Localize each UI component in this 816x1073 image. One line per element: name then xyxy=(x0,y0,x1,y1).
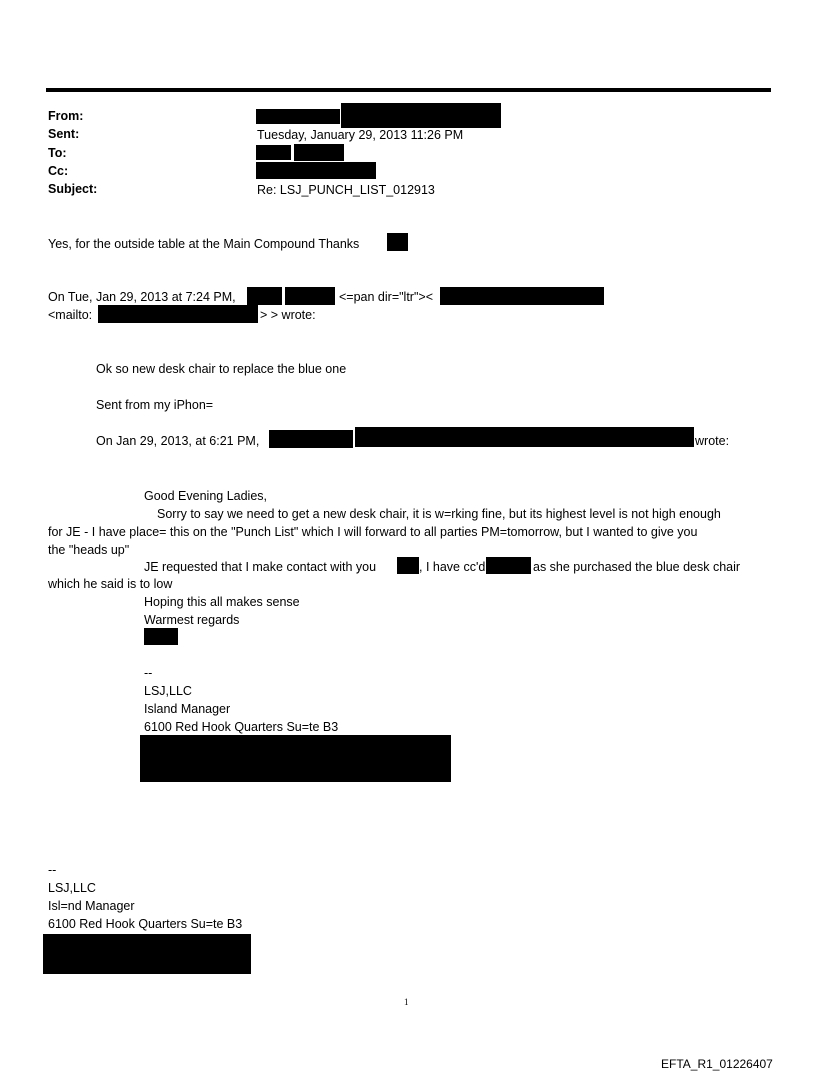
closing-regards: Warmest regards xyxy=(144,613,240,627)
paragraph2-line1-end: as she purchased the blue desk chair xyxy=(533,560,741,574)
subject-label: Subject: xyxy=(48,182,98,196)
sent-value: Tuesday, January 29, 2013 11:26 PM xyxy=(257,128,464,142)
quote1-line2-end: > > wrote: xyxy=(260,308,316,322)
page-number: 1 xyxy=(404,997,409,1007)
paragraph2-line1-start: JE requested that I make contact with you xyxy=(144,560,377,574)
quote1-line2-start: <mailto: xyxy=(48,308,93,322)
quote1-redaction-1 xyxy=(247,287,282,305)
quote1-line1-mid: <=pan dir="ltr">< xyxy=(339,290,434,304)
sig1-dash: -- xyxy=(144,666,153,680)
from-redaction-2 xyxy=(341,103,501,128)
to-label: To: xyxy=(48,146,67,160)
quote2-redaction-2 xyxy=(355,427,694,447)
reply-line: Yes, for the outside table at the Main Compound Thanks xyxy=(48,237,360,251)
reply-signature-redaction xyxy=(387,233,408,251)
greeting: Good Evening Ladies, xyxy=(144,489,268,503)
sig1-company: LSJ,LLC xyxy=(144,684,192,698)
cc-redaction xyxy=(256,162,376,179)
sig1-contact-redaction xyxy=(140,735,451,782)
subject-value: Re: LSJ_PUNCH_LIST_012913 xyxy=(257,183,435,197)
quote1-line1-start: On Tue, Jan 29, 2013 at 7:24 PM, xyxy=(48,290,236,304)
from-redaction-1 xyxy=(256,109,340,124)
to-redaction-2 xyxy=(294,144,344,161)
header-rule xyxy=(46,88,771,92)
from-label: From: xyxy=(48,109,84,123)
paragraph1-line1: Sorry to say we need to get a new desk chair, it is w=rking fine, but its highest level is not high enough xyxy=(157,507,721,521)
signer-name-redaction xyxy=(144,628,178,645)
quote1-redaction-2 xyxy=(285,287,335,305)
sig1-address: 6100 Red Hook Quarters Su=te B3 xyxy=(144,720,339,734)
quote2-header-start: On Jan 29, 2013, at 6:21 PM, xyxy=(96,434,260,448)
sig2-contact-redaction xyxy=(43,934,251,974)
paragraph1-line2: for JE - I have place= this on the "Punch List" which I will forward to all parties PM=tomorrow, but I wanted to give you xyxy=(48,525,698,539)
bates-number: EFTA_R1_01226407 xyxy=(661,1057,773,1071)
quote1-text: Ok so new desk chair to replace the blue one xyxy=(96,362,347,376)
paragraph2-line1-mid: , I have cc'd xyxy=(419,560,486,574)
sent-label: Sent: xyxy=(48,127,80,141)
quote1-redaction-4 xyxy=(98,305,258,323)
closing-hoping: Hoping this all makes sense xyxy=(144,595,300,609)
quote2-redaction-1 xyxy=(269,430,353,448)
paragraph2-line2: which he said is to low xyxy=(48,577,173,591)
paragraph2-redaction-1 xyxy=(397,557,419,574)
paragraph1-line3: the "heads up" xyxy=(48,543,130,557)
cc-label: Cc: xyxy=(48,164,69,178)
quote1-redaction-3 xyxy=(440,287,604,305)
sig1-title: Island Manager xyxy=(144,702,231,716)
quote1-sent-from: Sent from my iPhon= xyxy=(96,398,214,412)
paragraph2-redaction-2 xyxy=(486,557,531,574)
sig2-company: LSJ,LLC xyxy=(48,881,96,895)
sig2-title: Isl=nd Manager xyxy=(48,899,135,913)
sig2-dash: -- xyxy=(48,863,57,877)
sig2-address: 6100 Red Hook Quarters Su=te B3 xyxy=(48,917,243,931)
to-redaction-1 xyxy=(256,145,291,160)
quote2-header-end: wrote: xyxy=(695,434,730,448)
